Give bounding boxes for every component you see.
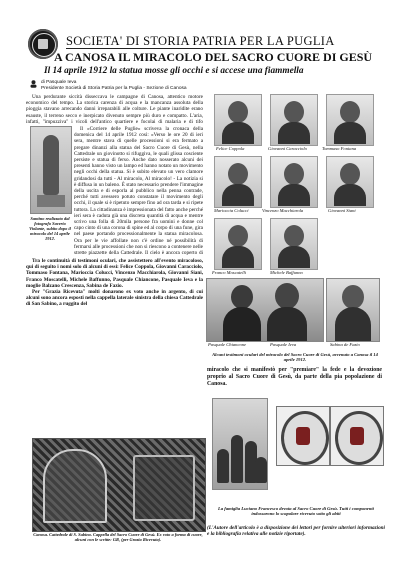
author-byline	[41, 80, 187, 92]
witnesses-paragraph: Tra le continuità di testimoni oculari, che assistettero all'evento miracoloso, qui di seguito i nomi solo di alcuni di essi: Felice Coppola, Giovanni Caracciolo, Tommaso Fontana, Marioccia Colucci, Vincenzo Macchiarola, Giovanni Siani, Franco Moscatelli, Michele Baffunno, Pasquale Chiancone, Pasquale Ieva e la moglie Balzano Crescenza, Sabina de Fazio.	[26, 258, 203, 289]
couple-photo	[206, 278, 324, 342]
portrait	[270, 94, 318, 146]
portraits-caption: Alcuni testimoni oculari del miracolo del Sacro Cuore di Gesù, avvenuto a Canosa il 14 aprile 1912.	[212, 352, 378, 363]
portrait	[214, 218, 262, 270]
statue-caption: Santino realizzato dal fotografo Saverio Violante, subito dopo il miracolo del 14 aprile 1912.	[29, 216, 71, 241]
statue-photo	[30, 126, 72, 214]
portrait	[214, 156, 262, 208]
portrait-name: Michele Baffunno	[270, 270, 303, 275]
portrait-name: Giovanni Caracciolo	[268, 146, 307, 151]
portrait-grid	[204, 92, 382, 350]
right-column-text: miracolo che si manifestò per "premiare" la fede e la devozione proprio al Sacro Cuore di Gesù, da parte della pia popolazione di Canosa.	[207, 367, 382, 387]
portrait	[326, 278, 380, 342]
family-photo	[212, 398, 268, 490]
body-para3-4	[26, 258, 203, 423]
portrait-name: Vincenzo Macchiarola	[262, 208, 304, 213]
portrait	[214, 94, 262, 146]
portrait	[270, 218, 318, 270]
ex-voto-paragraph: Per "Grazia Ricevuta" molti donarono ex voto anche in argento, di cui alcuni sono ancora esposti nella cappella laterale sinistra della chiesa Cattedrale di San Sabino, a ruggito del	[26, 289, 203, 308]
author-title: Presidente Società di Storia Patria per la Puglia - Sezione di Canosa	[41, 86, 187, 91]
portrait-name: Franco Moscatelli	[212, 270, 247, 275]
portrait	[326, 94, 374, 146]
society-name: SOCIETA' DI STORIA PATRIA PER LA PUGLIA	[66, 34, 335, 48]
portrait	[326, 156, 374, 208]
portrait-name: Felice Coppola	[216, 146, 245, 151]
scapular-photo	[330, 406, 384, 466]
portrait-name: Pasquale Chiancone	[208, 342, 247, 347]
portrait-name: Giovanni Siani	[328, 208, 356, 213]
ex-voto-photo	[32, 438, 206, 532]
body-intro: Una perdurante siccità disseccava le campagne di Canosa, attentico motore economico del tempo. La storica carenza di acqua e la mancanza assoluta della pioggia stavano arrecando danni irreparabili alle colture. Le piante inaridite erano esauste, il terreno secco e inerpicato divenuto sempre più duro e compatto. L'aria, infatti, "impuzziva" i vicoli dell'antico quartiere e focolai di malaria e di tifo	[26, 94, 203, 124]
portrait-name: Marioccia Colucci	[214, 208, 249, 213]
portrait	[270, 156, 318, 208]
ex-voto-caption: Canosa. Cattedrale di S. Sabino. Cappella del Sacro Cuore di Gesù. Ex voto a forma di cuore, alcuni con le scritte: GR, (per Grazia Ricevuta).	[33, 532, 203, 543]
family-caption: La famiglia Luciano Francesco devota al Sacro Cuore di Gesù. Tutti i componenti indossarono lo scapolare ricevuto sotto gli abiti	[218, 506, 374, 517]
portrait-name: Sabina de Fazio	[330, 342, 360, 347]
article-subhead: Il 14 aprile 1912 la statua mosse gli occhi e si accese una fiammella	[44, 66, 304, 76]
portrait-name: Tommaso Fontana	[322, 146, 357, 151]
portrait-name: Pasquale Ieva	[270, 342, 297, 347]
body-para2: Il «Corriere delle Puglie» scriveva la cronaca della domenica del 14 aprile 1912 così: «Verso le ore 20 di ieri sera, mentre stava di quelle processioni si era fermato a pregare dinanzi alla statua del Sacro Cuore di Gesù, nella Cattedrale un giovinotto si rifuggiva, le quali glissa cosciente persiste e statua di ferso. Anche dato nosserato alcuni dei presenti hanno visto un lampo ed hanno notato un movimento negli occhi della statua. Si è subito elevato un vero clamore gridandosi da tutti - Al miracolo, Al miracolo! - La notizia si è diffusa in un baleno. È stato necessario prendere l'immagine della uscita e di esporla al pubblico nella penna contrade, perché tutti avessero potuto constatare il movimento degli occhi, il quale si è ripetuto sempre fino ad ora tarda e si ripete tuttora. La cittadinanza è impressionata del fatto anche perché ieri sera è caduta già una discreta quantità di acqua e mentre scrivo una folla di 20mila persone fra uomini e donne col capo cinto di una corona di spine ed al corpo di una fune, gira nel paese portando processionalmente la statua miracolosa. Ora per le vie affollate non c'è ordine né possibilità di fermarsi alle processioni che non si riescono a contenere nelle strette piazzette della Cattedrale. Il cielo è ancora coperto di	[74, 126, 203, 256]
scapular-photo	[276, 406, 330, 466]
author-icon	[30, 80, 37, 88]
header-rule	[66, 48, 324, 49]
author-note: (L'Autore dell'articolo è a disposizione dei lettori per fornire ulteriori informazioni e la bibliografia relativa alle notizie riportate).	[207, 525, 385, 538]
article-headline: A CANOSA IL MIRACOLO DEL SACRO CUORE DI GESÙ	[54, 50, 373, 64]
author-name: di Pasquale Ieva	[41, 80, 77, 85]
